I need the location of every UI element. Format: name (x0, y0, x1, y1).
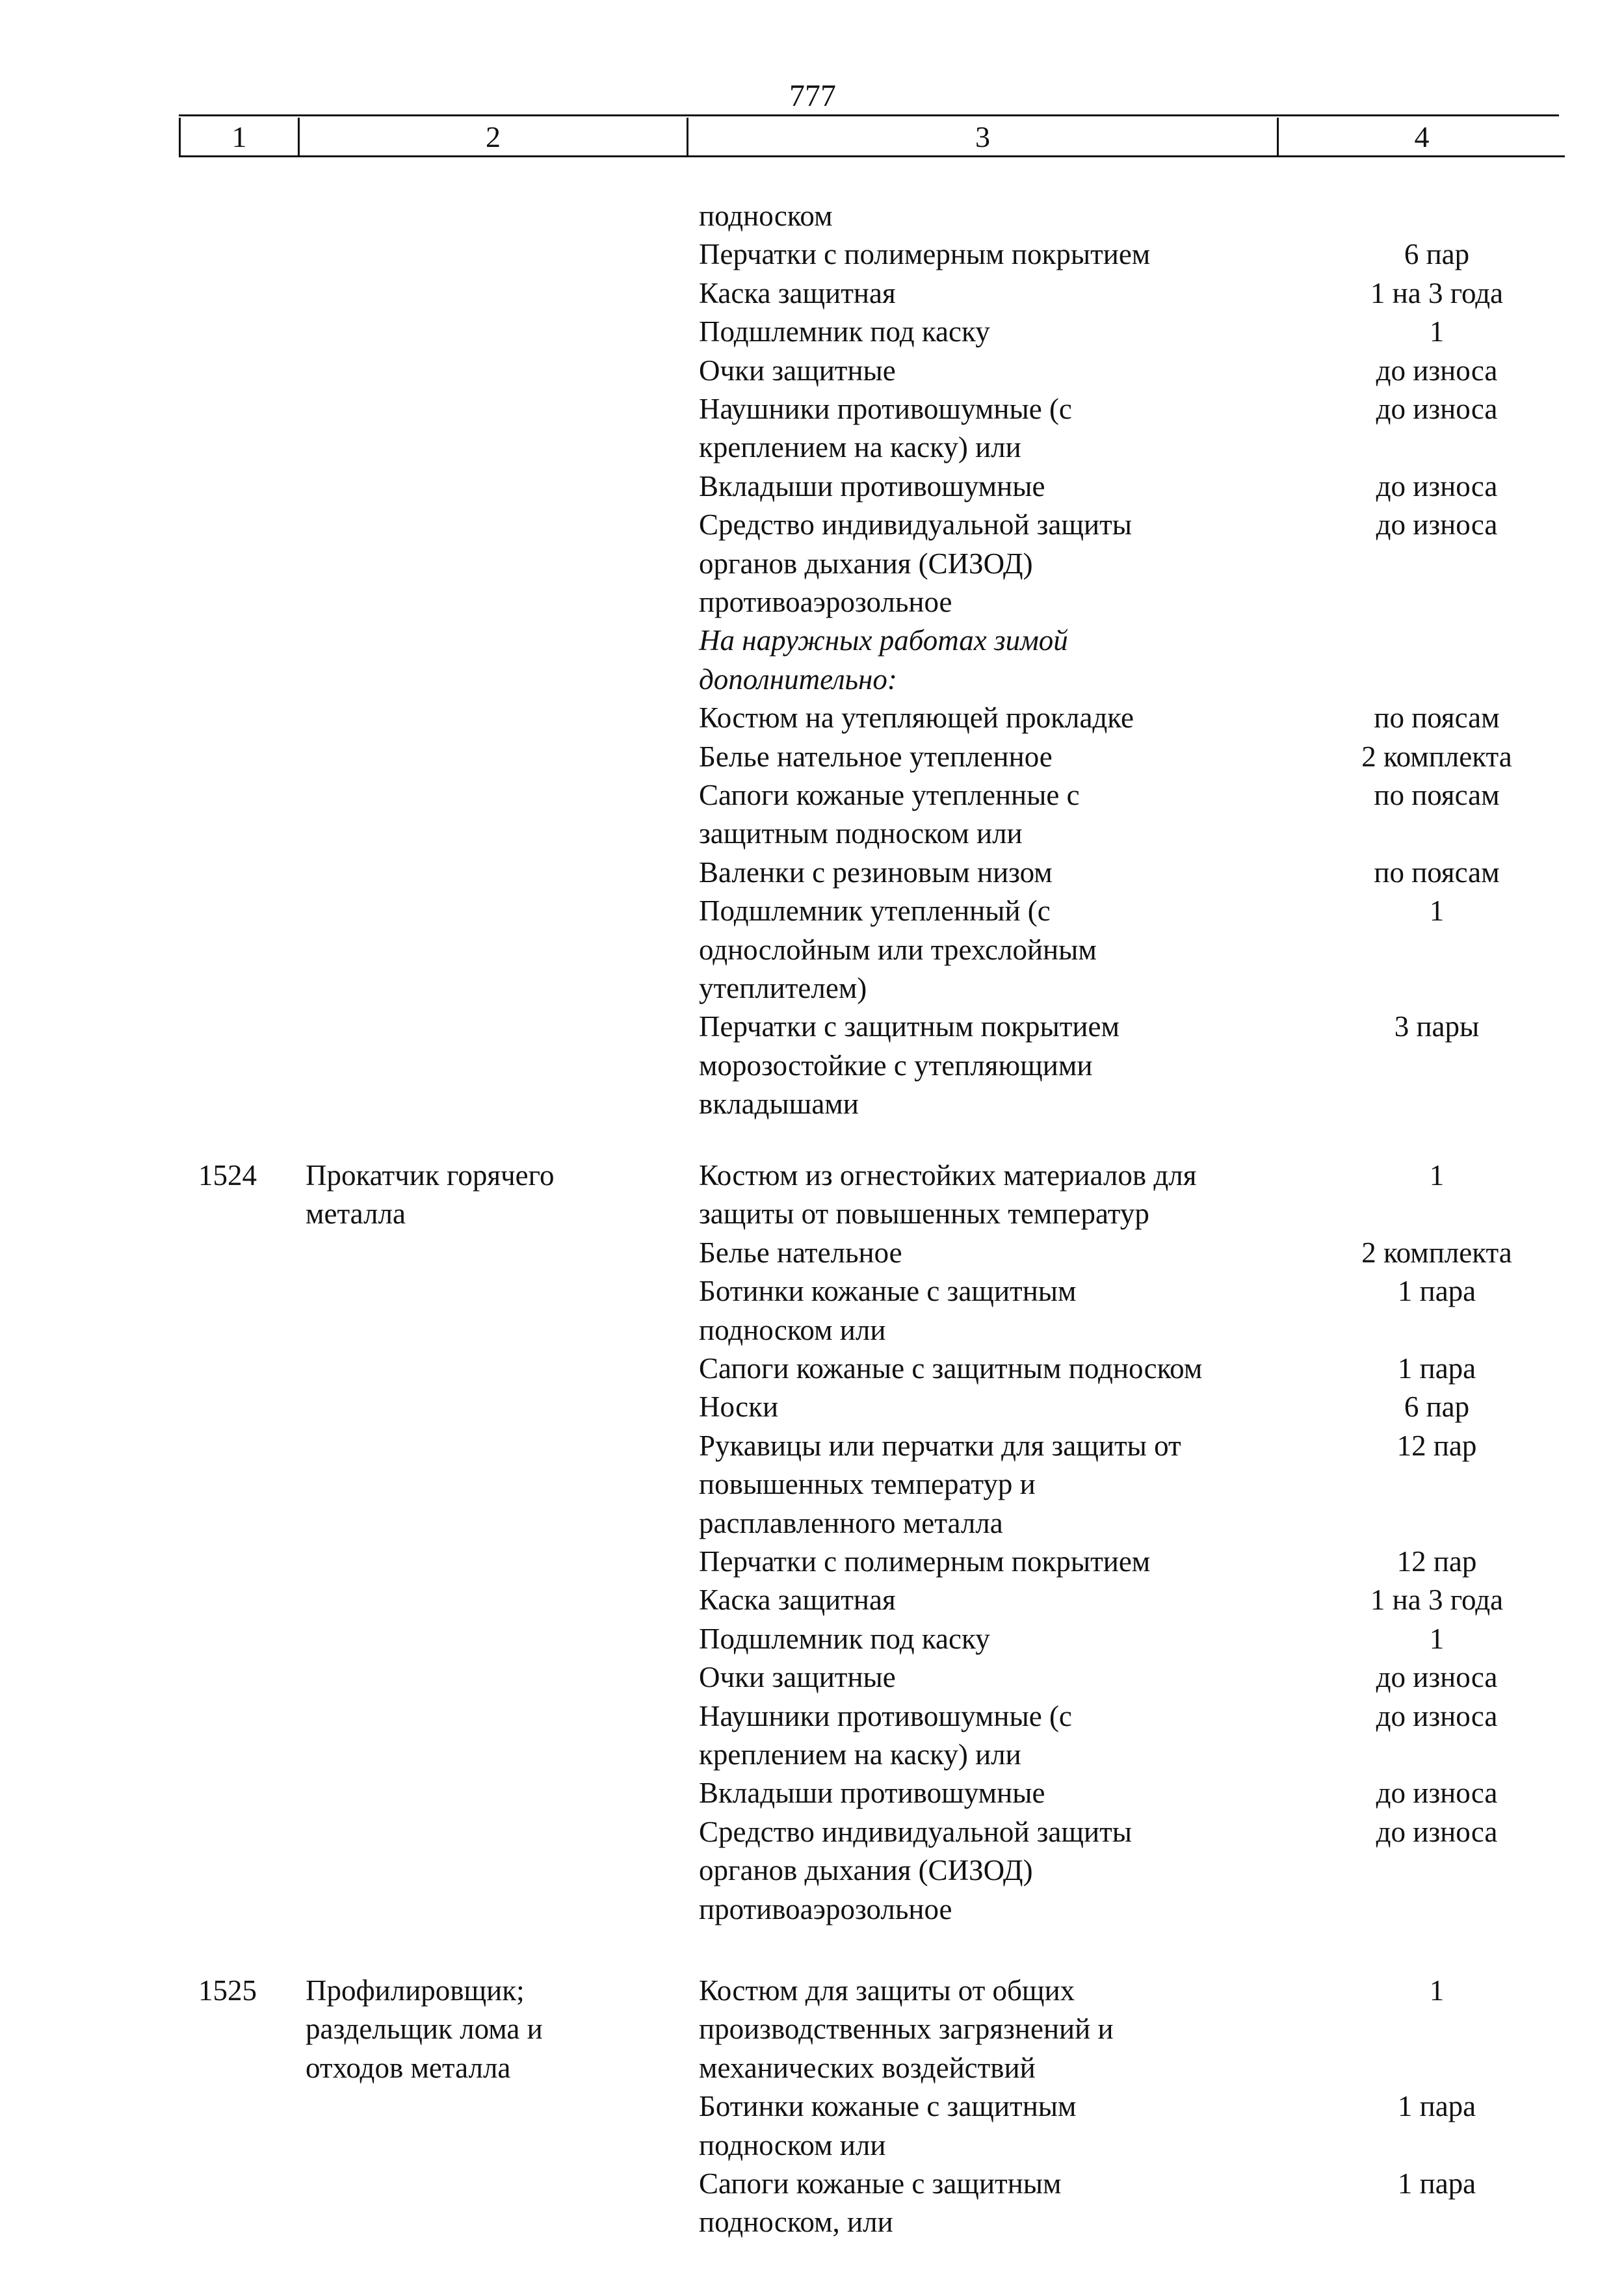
ppe-norm-value: по поясам (1374, 779, 1500, 811)
ppe-item-text: механических воздействий (699, 2051, 1036, 2084)
ppe-norm-value: 1 на 3 года (1370, 276, 1504, 309)
ppe-item-text: расплавленного металла (699, 1506, 1003, 1539)
ppe-item-text: Очки защитные (699, 1661, 896, 1694)
ppe-item-text: органов дыхания (СИЗОД) (699, 1854, 1033, 1887)
ppe-norm-value: 3 пары (1394, 1010, 1480, 1043)
header-col-1: 1 (180, 118, 299, 157)
ppe-item-text: Каска защитная (699, 276, 896, 309)
ppe-item-text: Подшлемник под каску (699, 315, 990, 348)
ppe-item-text: повышенных температур и (699, 1468, 1036, 1501)
ppe-item-text: Перчатки с полимерным покрытием (699, 238, 1151, 271)
page-number: 777 (789, 79, 836, 113)
ppe-item-text: Белье нательное (699, 1236, 902, 1269)
ppe-norm-value: 2 комплекта (1361, 740, 1512, 773)
ppe-norm-value: 12 пар (1396, 1429, 1477, 1462)
ppe-norm-value: до износа (1376, 508, 1498, 541)
profession-name: отходов металла (306, 2051, 511, 2084)
ppe-item-text: Сапоги кожаные с защитным подноском (699, 1352, 1203, 1385)
ppe-item-text: подноском (699, 200, 833, 232)
ppe-item-text: производственных загрязнений и (699, 2013, 1114, 2046)
profession-name: раздельщик лома и (306, 2013, 543, 2046)
ppe-norm-value: 1 пара (1397, 2090, 1476, 2123)
ppe-item-text: креплением на каску) или (699, 1738, 1021, 1771)
ppe-item-text: вкладышами (699, 1088, 859, 1121)
ppe-item-text: Очки защитные (699, 354, 896, 387)
ppe-item-text: Перчатки с защитным покрытием (699, 1010, 1120, 1043)
ppe-norm-value: до износа (1376, 469, 1498, 502)
ppe-norm-value: по поясам (1374, 855, 1500, 889)
ppe-item-text: Подшлемник утепленный (с (699, 894, 1051, 928)
ppe-item-text: Средство индивидуальной защиты (699, 508, 1133, 541)
ppe-norm-value: до износа (1376, 1699, 1498, 1732)
ppe-item-text: подноском или (699, 1313, 886, 1346)
ppe-item-text: подноском или (699, 2128, 886, 2161)
ppe-item-text: Костюм на утепляющей прокладке (699, 701, 1134, 735)
ppe-norm-value: 12 пар (1396, 1545, 1477, 1578)
ppe-item-text: Костюм для защиты от общих (699, 1974, 1075, 2007)
ppe-norm-value: 2 комплекта (1361, 1236, 1512, 1269)
ppe-item-text: Подшлемник под каску (699, 1622, 990, 1655)
ppe-item-text: Средство индивидуальной защиты (699, 1815, 1133, 1848)
ppe-item-text: Носки (699, 1390, 779, 1424)
column-header-table (179, 118, 1565, 157)
ppe-norm-value: 1 на 3 года (1370, 1584, 1504, 1617)
ppe-item-text: Каска защитная (699, 1584, 896, 1617)
ppe-item-text: подноском, или (699, 2206, 893, 2239)
ppe-norm-value: 1 пара (1397, 1275, 1476, 1308)
ppe-item-text: Ботинки кожаные с защитным (699, 2090, 1077, 2123)
ppe-item-text: органов дыхания (СИЗОД) (699, 547, 1033, 580)
ppe-item-text: защитным подноском или (699, 817, 1023, 850)
ppe-norm-value: 6 пар (1404, 1390, 1470, 1424)
ppe-item-text: Белье нательное утепленное (699, 740, 1053, 773)
ppe-item-text: Вкладыши противошумные (699, 469, 1045, 502)
ppe-item-text: Рукавицы или перчатки для защиты от (699, 1429, 1181, 1462)
top-rule (179, 114, 1559, 116)
ppe-item-text: Сапоги кожаные с защитным (699, 2167, 1062, 2200)
header-col-2: 2 (299, 118, 688, 157)
ppe-norm-value: 1 (1429, 315, 1445, 348)
ppe-norm-value: до износа (1376, 1777, 1498, 1810)
profession-name: Профилировщик; (306, 1974, 525, 2007)
ppe-norm-value: по поясам (1374, 701, 1500, 735)
ppe-item-text: Наушники противошумные (с (699, 393, 1072, 425)
profession-name: Прокатчик горячего (306, 1159, 555, 1192)
ppe-item-text: Сапоги кожаные утепленные с (699, 779, 1080, 811)
ppe-item-text: креплением на каску) или (699, 431, 1021, 464)
ppe-item-text: противоаэрозольное (699, 586, 952, 618)
entry-number: 1524 (198, 1159, 257, 1192)
ppe-norm-value: 1 (1429, 1622, 1445, 1655)
profession-name: металла (306, 1197, 406, 1231)
ppe-item-text: Перчатки с полимерным покрытием (699, 1545, 1151, 1578)
ppe-item-text: защиты от повышенных температур (699, 1197, 1149, 1231)
ppe-norm-value: 1 пара (1397, 2167, 1476, 2200)
ppe-item-text: морозостойкие с утепляющими (699, 1049, 1093, 1082)
ppe-item-text: На наружных работах зимой (699, 624, 1068, 657)
ppe-norm-value: 1 пара (1397, 1352, 1476, 1385)
ppe-item-text: Вкладыши противошумные (699, 1777, 1045, 1810)
ppe-item-text: Наушники противошумные (с (699, 1699, 1072, 1732)
ppe-norm-value: 6 пар (1404, 238, 1470, 271)
ppe-item-text: однослойным или трехслойным (699, 933, 1097, 966)
entry-number: 1525 (198, 1974, 257, 2007)
header-col-4: 4 (1278, 118, 1565, 157)
ppe-norm-value: 1 (1429, 894, 1445, 928)
ppe-norm-value: 1 (1429, 1159, 1445, 1192)
ppe-item-text: Костюм из огнестойких материалов для (699, 1159, 1197, 1192)
ppe-item-text: утеплителем) (699, 972, 867, 1004)
ppe-item-text: Валенки с резиновым низом (699, 855, 1053, 889)
ppe-norm-value: до износа (1376, 1815, 1498, 1848)
ppe-norm-value: до износа (1376, 393, 1498, 425)
ppe-norm-value: до износа (1376, 1661, 1498, 1694)
header-col-3: 3 (688, 118, 1278, 157)
ppe-norm-value: 1 (1429, 1974, 1445, 2007)
ppe-item-text: Ботинки кожаные с защитным (699, 1275, 1077, 1308)
ppe-item-text: противоаэрозольное (699, 1892, 952, 1925)
ppe-item-text: дополнительно: (699, 662, 897, 696)
ppe-norm-value: до износа (1376, 354, 1498, 387)
